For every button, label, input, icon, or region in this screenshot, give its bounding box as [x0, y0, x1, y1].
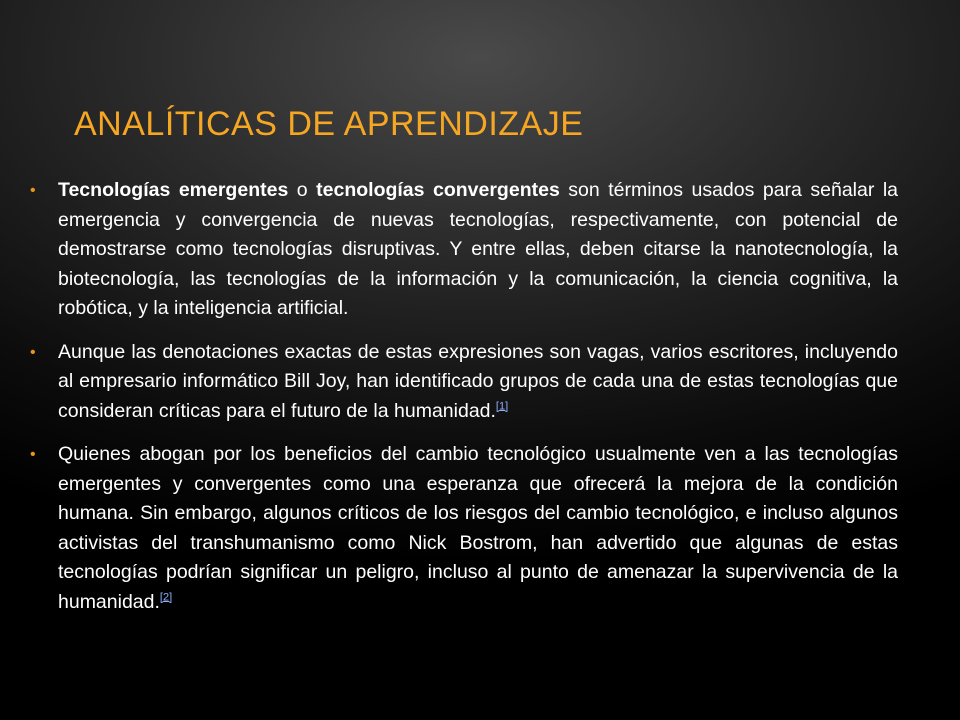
bullet-text: son términos usados para señalar la emergencia y convergencia de nuevas tecnologías, respectivamente, con potencial de demostrarse como tecnologías disruptivas. Y entre ellas, deben citarse la nanotecnología, la biotecnología, las tecnologías de la información y la comunicación, la ciencia cognitiva, la robótica, y la inteligencia artificial.: [58, 179, 899, 319]
bullet-icon: •: [30, 343, 36, 361]
slide-title: ANALÍTICAS DE APRENDIZAJE: [74, 105, 584, 143]
bullet-icon: •: [30, 446, 36, 463]
reference-link-2[interactable]: [2]: [159, 591, 173, 603]
bullet-list: [30, 176, 899, 631]
bullet-item-3: [30, 440, 898, 617]
bullet-item-1: [30, 176, 899, 324]
term-convergentes: tecnologías convergentes: [316, 179, 560, 201]
bullet-icon: •: [30, 182, 36, 199]
bullet-text: o: [288, 179, 317, 201]
reference-link-1[interactable]: [1]: [495, 400, 509, 412]
term-emergentes: Tecnologías emergentes: [58, 179, 289, 201]
bullet-text: Aunque las denotaciones exactas de estas expresiones son vagas, varios escritores, incluyendo al empresario informático Bill Joy, han identificado grupos de cada una de estas tecnologías que consideran críticas para el futuro de la humanidad.: [58, 340, 898, 422]
bullet-text: Quienes abogan por los beneficios del cambio tecnológico usualmente ven a las tecnologías emergentes y convergentes como una esperanza que ofrecerá la mejora de la condición humana. Sin embargo, algunos críticos de los riesgos del cambio tecnológico, e incluso algunos activistas del transhumanismo como Nick Bostrom, han advertido que algunas de estas tecnologías podrían significar un peligro, incluso al punto de amenazar la supervivencia de la humanidad.: [58, 443, 898, 613]
bullet-item-2: [30, 338, 898, 427]
